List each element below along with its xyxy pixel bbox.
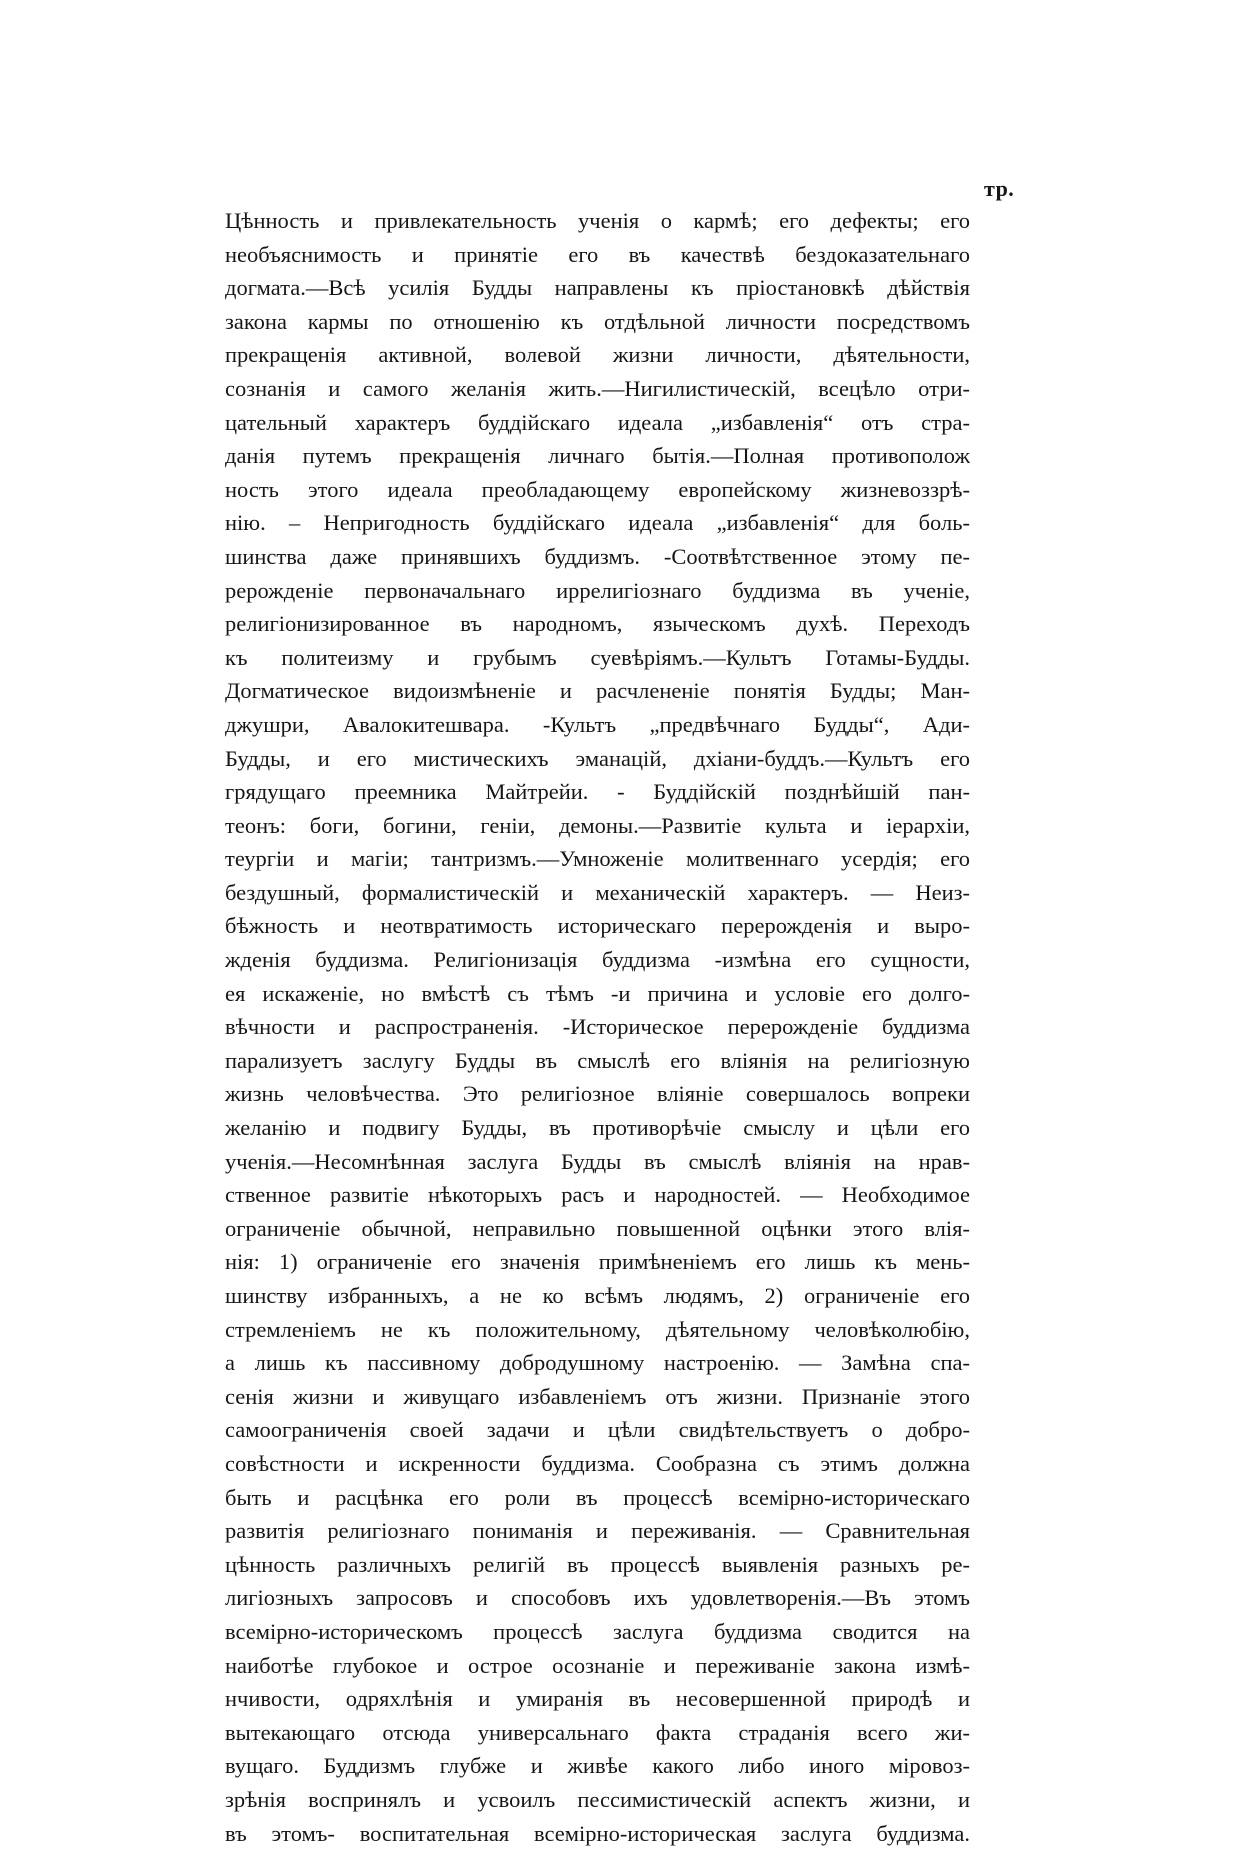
text-line: всемірно-историческомъ процессѣ заслуга буддизма сводится на bbox=[225, 1615, 970, 1649]
text-line: ограниченіе обычной, неправильно повышенной оцѣнки этого влія- bbox=[225, 1212, 970, 1246]
text-line: ность этого идеала преобладающему европейскому жизневоззрѣ- bbox=[225, 473, 970, 507]
text-line: цѣнность различныхъ религій въ процессѣ выявленія разныхъ ре- bbox=[225, 1548, 970, 1582]
text-line: совѣстности и искренности буддизма. Сообразна съ этимъ должна bbox=[225, 1447, 970, 1481]
text-line: рерожденіе первоначальнаго иррелигіознаго буддизма въ ученіе, bbox=[225, 574, 970, 608]
text-line: данія путемъ прекращенія личнаго бытія.—Полная противополож bbox=[225, 439, 970, 473]
text-line: необъяснимость и принятіе его въ качествѣ бездоказательнаго bbox=[225, 238, 970, 272]
text-line: шинству избранныхъ, а не ко всѣмъ людямъ, 2) ограниченіе его bbox=[225, 1279, 970, 1313]
text-line: бездушный, формалистическій и механическій характеръ. — Неиз- bbox=[225, 876, 970, 910]
text-line: теонъ: боги, богини, геніи, демоны.—Развитіе культа и іерархіи, bbox=[225, 809, 970, 843]
text-line: ственное развитіе нѣкоторыхъ расъ и народностей. — Необходимое bbox=[225, 1178, 970, 1212]
text-line: нчивости, одряхлѣнія и умиранія въ несовершенной природѣ и bbox=[225, 1682, 970, 1716]
text-line: ученія.—Несомнѣнная заслуга Будды въ смыслѣ вліянія на нрав- bbox=[225, 1145, 970, 1179]
text-line: стремленіемъ не къ положительному, дѣятельному человѣколюбію, bbox=[225, 1313, 970, 1347]
text-line: сенія жизни и живущаго избавленіемъ отъ жизни. Признаніе этого bbox=[225, 1380, 970, 1414]
text-line: нія: 1) ограниченіе его значенія примѣненіемъ его лишь къ мень- bbox=[225, 1245, 970, 1279]
text-line: Цѣнность и привлекательность ученія о кармѣ; его дефекты; его bbox=[225, 204, 970, 238]
text-line: джушри, Авалокитешвара. -Культъ „предвѣчнаго Будды“, Ади- bbox=[225, 708, 970, 742]
text-line: наиботѣе глубокое и острое осознаніе и переживаніе закона измѣ- bbox=[225, 1649, 970, 1683]
text-line: нію. – Непригодность буддійскаго идеала „избавленія“ для боль- bbox=[225, 506, 970, 540]
body-text bbox=[225, 204, 970, 1850]
text-line: грядущаго преемника Майтрейи. - Буддійскій позднѣйшій пан- bbox=[225, 775, 970, 809]
text-line: шинства даже принявшихъ буддизмъ. -Соотвѣтственное этому пе- bbox=[225, 540, 970, 574]
text-line: вытекающаго отсюда универсальнаго факта страданія всего жи- bbox=[225, 1716, 970, 1750]
text-line: развитія религіознаго пониманія и переживанія. — Сравнительная bbox=[225, 1514, 970, 1548]
text-line: вѣчности и распространенія. -Историческое перерожденіе буддизма bbox=[225, 1010, 970, 1044]
text-line: закона кармы по отношенію къ отдѣльной личности посредствомъ bbox=[225, 305, 970, 339]
text-line: къ политеизму и грубымъ суевѣріямъ.—Культъ Готамы-Будды. bbox=[225, 641, 970, 675]
text-line: жизнь человѣчества. Это религіозное вліяніе совершалось вопреки bbox=[225, 1077, 970, 1111]
text-line: теургіи и магіи; тантризмъ.—Умноженіе молитвеннаго усердія; его bbox=[225, 842, 970, 876]
text-line: жденія буддизма. Религіонизація буддизма -измѣна его сущности, bbox=[225, 943, 970, 977]
text-line: сознанія и самого желанія жить.—Нигилистическій, всецѣло отри- bbox=[225, 372, 970, 406]
text-line: Догматическое видоизмѣненіе и расчлененіе понятія Будды; Ман- bbox=[225, 674, 970, 708]
text-line: цательный характеръ буддійскаго идеала „избавленія“ отъ стра- bbox=[225, 406, 970, 440]
text-line: Будды, и его мистическихъ эманацій, дхіани-буддъ.—Культъ его bbox=[225, 742, 970, 776]
text-line: быть и расцѣнка его роли въ процессѣ всемірно-историческаго bbox=[225, 1481, 970, 1515]
text-line: самоограниченія своей задачи и цѣли свидѣтельствуетъ о добро- bbox=[225, 1413, 970, 1447]
text-line: въ этомъ- воспитательная всемірно-историческая заслуга буддизма. bbox=[225, 1817, 970, 1850]
text-line: прекращенія активной, волевой жизни личности, дѣятельности, bbox=[225, 338, 970, 372]
text-line: лигіозныхъ запросовъ и способовъ ихъ удовлетворенія.—Въ этомъ bbox=[225, 1581, 970, 1615]
text-line: зрѣнія воспринялъ и усвоилъ пессимистическій аспектъ жизни, и bbox=[225, 1783, 970, 1817]
text-line: бѣжность и неотвратимость историческаго перерожденія и выро- bbox=[225, 909, 970, 943]
text-line: а лишь къ пассивному добродушному настроенію. — Замѣна спа- bbox=[225, 1346, 970, 1380]
text-line: вущаго. Буддизмъ глубже и живѣе какого либо иного міровоз- bbox=[225, 1749, 970, 1783]
text-line: догмата.—Всѣ усилія Будды направлены къ пріостановкѣ дѣйствія bbox=[225, 271, 970, 305]
page-header-label: тр. bbox=[984, 176, 1014, 202]
text-line: религіонизированное въ народномъ, языческомъ духѣ. Переходъ bbox=[225, 607, 970, 641]
text-line: желанію и подвигу Будды, въ противорѣчіе смыслу и цѣли его bbox=[225, 1111, 970, 1145]
text-line: парализуетъ заслугу Будды въ смыслѣ его вліянія на религіозную bbox=[225, 1044, 970, 1078]
text-line: ея искаженіе, но вмѣстѣ съ тѣмъ -и причина и условіе его долго- bbox=[225, 977, 970, 1011]
